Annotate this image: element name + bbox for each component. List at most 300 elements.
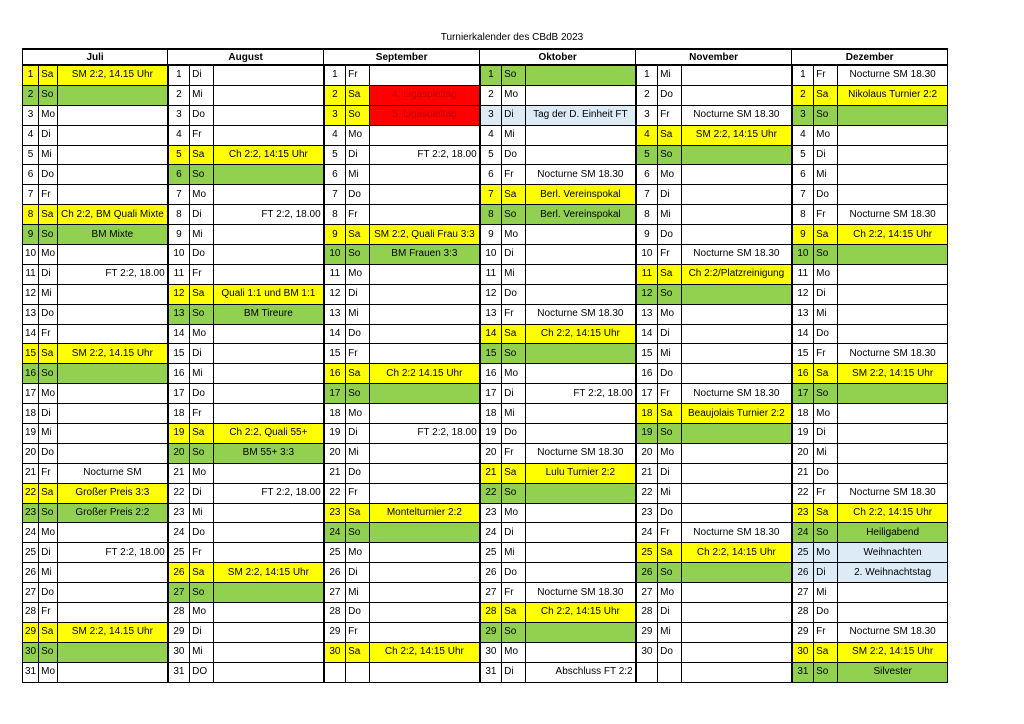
day-number: 15	[636, 344, 658, 364]
event-cell: Ch 2:2, 14:15 Uhr	[370, 642, 480, 662]
event-cell	[838, 245, 948, 265]
day-number: 17	[168, 384, 190, 404]
day-number: 15	[23, 344, 39, 364]
day-number: 7	[792, 185, 814, 205]
event-cell: Großer Preis 3:3	[58, 483, 168, 503]
weekday: Sa	[190, 145, 214, 165]
weekday: Fr	[658, 523, 682, 543]
event-cell	[838, 264, 948, 284]
event-cell	[370, 65, 480, 85]
day-number: 4	[168, 125, 190, 145]
weekday: Mi	[658, 65, 682, 85]
event-cell	[682, 65, 792, 85]
event-cell	[526, 364, 636, 384]
weekday: Sa	[190, 563, 214, 583]
event-cell	[58, 105, 168, 125]
weekday: Do	[346, 463, 370, 483]
weekday: So	[39, 85, 58, 105]
event-cell: SM 2:2, 14:15 Uhr	[838, 364, 948, 384]
event-cell	[58, 443, 168, 463]
event-cell	[58, 304, 168, 324]
day-number: 4	[23, 125, 39, 145]
calendar-row	[23, 165, 948, 185]
weekday: Mo	[814, 404, 838, 424]
weekday: Di	[39, 264, 58, 284]
weekday: Fr	[658, 105, 682, 125]
day-number: 16	[324, 364, 346, 384]
day-number: 27	[636, 583, 658, 603]
weekday: Di	[346, 424, 370, 444]
day-number	[636, 662, 658, 682]
event-cell	[526, 284, 636, 304]
weekday: Do	[502, 284, 526, 304]
day-number: 6	[792, 165, 814, 185]
day-number: 1	[324, 65, 346, 85]
weekday: Mi	[658, 622, 682, 642]
event-cell	[214, 603, 324, 623]
day-number: 22	[636, 483, 658, 503]
weekday: Do	[39, 583, 58, 603]
day-number: 10	[636, 245, 658, 265]
day-number: 9	[792, 225, 814, 245]
event-cell	[682, 642, 792, 662]
event-cell	[214, 85, 324, 105]
day-number: 2	[168, 85, 190, 105]
event-cell: SM 2:2, 14.15 Uhr	[58, 622, 168, 642]
day-number: 25	[23, 543, 39, 563]
weekday: Do	[190, 105, 214, 125]
event-cell	[370, 344, 480, 364]
event-cell	[58, 85, 168, 105]
event-cell: SM 2:2, Quali Frau 3:3	[370, 225, 480, 245]
day-number: 29	[636, 622, 658, 642]
weekday: Sa	[346, 503, 370, 523]
day-number: 9	[324, 225, 346, 245]
calendar-row	[23, 145, 948, 165]
calendar-row	[23, 344, 948, 364]
day-number: 1	[636, 65, 658, 85]
event-cell	[214, 185, 324, 205]
month-header-3: Oktober	[480, 49, 636, 65]
event-cell: 2. Weihnachtstag	[838, 563, 948, 583]
weekday: Mi	[190, 85, 214, 105]
weekday: Sa	[658, 125, 682, 145]
event-cell	[370, 304, 480, 324]
event-cell	[682, 165, 792, 185]
day-number: 13	[168, 304, 190, 324]
event-cell: BM Tireure	[214, 304, 324, 324]
day-number: 17	[23, 384, 39, 404]
day-number: 4	[636, 125, 658, 145]
day-number: 13	[792, 304, 814, 324]
weekday: Mo	[346, 404, 370, 424]
day-number: 11	[480, 264, 502, 284]
day-number: 29	[480, 622, 502, 642]
weekday: Mo	[190, 324, 214, 344]
weekday: Mi	[814, 443, 838, 463]
calendar-row	[23, 424, 948, 444]
event-cell	[58, 384, 168, 404]
weekday: Fr	[190, 543, 214, 563]
month-header-row	[23, 49, 948, 65]
weekday: Do	[39, 304, 58, 324]
event-cell	[526, 125, 636, 145]
weekday: Mo	[502, 364, 526, 384]
day-number: 2	[23, 85, 39, 105]
day-number: 5	[792, 145, 814, 165]
weekday: Di	[39, 543, 58, 563]
day-number: 30	[636, 642, 658, 662]
event-cell	[214, 622, 324, 642]
calendar-row	[23, 185, 948, 205]
weekday: Sa	[39, 65, 58, 85]
event-cell	[214, 264, 324, 284]
event-cell	[370, 583, 480, 603]
weekday: So	[190, 165, 214, 185]
weekday: So	[658, 563, 682, 583]
event-cell: FT 2:2, 18.00	[214, 205, 324, 225]
calendar-row	[23, 622, 948, 642]
weekday: So	[39, 642, 58, 662]
event-cell	[682, 583, 792, 603]
day-number: 25	[636, 543, 658, 563]
day-number: 21	[23, 463, 39, 483]
day-number: 8	[792, 205, 814, 225]
event-cell: Nocturne SM 18.30	[526, 583, 636, 603]
event-cell	[838, 424, 948, 444]
event-cell: Silvester	[838, 662, 948, 682]
weekday: Do	[814, 185, 838, 205]
weekday: Mi	[346, 165, 370, 185]
weekday: So	[346, 105, 370, 125]
month-header-5: Dezember	[792, 49, 948, 65]
weekday: Sa	[39, 344, 58, 364]
day-number: 11	[792, 264, 814, 284]
day-number: 27	[480, 583, 502, 603]
event-cell	[58, 424, 168, 444]
weekday: So	[190, 583, 214, 603]
event-cell	[682, 443, 792, 463]
weekday: Sa	[502, 603, 526, 623]
day-number: 24	[792, 523, 814, 543]
weekday: Mi	[658, 344, 682, 364]
day-number: 11	[636, 264, 658, 284]
weekday: Mi	[39, 284, 58, 304]
event-cell	[682, 185, 792, 205]
weekday: Do	[814, 603, 838, 623]
weekday: Sa	[502, 324, 526, 344]
event-cell: 5. Ligaspieltag	[370, 105, 480, 125]
event-cell	[838, 185, 948, 205]
day-number: 10	[168, 245, 190, 265]
weekday: So	[658, 145, 682, 165]
event-cell	[214, 344, 324, 364]
weekday: Do	[658, 225, 682, 245]
event-cell	[838, 304, 948, 324]
day-number: 16	[23, 364, 39, 384]
event-cell	[526, 404, 636, 424]
event-cell	[838, 583, 948, 603]
weekday: Fr	[658, 245, 682, 265]
weekday: Do	[502, 145, 526, 165]
event-cell: Nocturne SM 18.30	[682, 523, 792, 543]
day-number: 26	[168, 563, 190, 583]
weekday: Di	[658, 185, 682, 205]
day-number: 2	[324, 85, 346, 105]
event-cell	[682, 344, 792, 364]
event-cell: Ch 2:2, 14:15 Uhr	[526, 603, 636, 623]
event-cell	[682, 364, 792, 384]
day-number: 9	[23, 225, 39, 245]
event-cell	[58, 404, 168, 424]
weekday: Di	[190, 622, 214, 642]
weekday: So	[814, 662, 838, 682]
day-number: 5	[636, 145, 658, 165]
event-cell	[370, 563, 480, 583]
weekday: So	[39, 364, 58, 384]
day-number: 19	[792, 424, 814, 444]
day-number: 26	[324, 563, 346, 583]
weekday: Mi	[39, 563, 58, 583]
day-number: 6	[480, 165, 502, 185]
event-cell: Ch 2:2/Platzreinigung	[682, 264, 792, 284]
event-cell	[838, 125, 948, 145]
day-number: 26	[480, 563, 502, 583]
weekday: Do	[658, 364, 682, 384]
weekday: So	[346, 523, 370, 543]
weekday: Di	[190, 483, 214, 503]
day-number: 21	[792, 463, 814, 483]
weekday: DO	[190, 662, 214, 682]
event-cell	[526, 642, 636, 662]
day-number: 12	[324, 284, 346, 304]
day-number: 20	[792, 443, 814, 463]
day-number: 7	[23, 185, 39, 205]
day-number: 24	[168, 523, 190, 543]
day-number: 9	[636, 225, 658, 245]
event-cell: Nocturne SM 18.30	[526, 443, 636, 463]
day-number: 14	[480, 324, 502, 344]
event-cell	[214, 245, 324, 265]
weekday: Mo	[190, 603, 214, 623]
event-cell	[214, 165, 324, 185]
day-number: 22	[792, 483, 814, 503]
day-number: 11	[324, 264, 346, 284]
event-cell	[370, 284, 480, 304]
month-header-0: Juli	[23, 49, 168, 65]
weekday: Mi	[39, 145, 58, 165]
day-number: 1	[23, 65, 39, 85]
calendar-row	[23, 483, 948, 503]
event-cell: Ch 2:2, 14:15 Uhr	[682, 543, 792, 563]
weekday: Mo	[502, 503, 526, 523]
day-number: 8	[168, 205, 190, 225]
day-number: 15	[480, 344, 502, 364]
event-cell	[214, 404, 324, 424]
day-number: 23	[792, 503, 814, 523]
day-number: 16	[480, 364, 502, 384]
day-number: 15	[168, 344, 190, 364]
day-number: 21	[168, 463, 190, 483]
day-number: 3	[792, 105, 814, 125]
weekday: Do	[658, 642, 682, 662]
day-number: 18	[23, 404, 39, 424]
weekday: Mo	[502, 225, 526, 245]
day-number: 30	[168, 642, 190, 662]
calendar-row	[23, 264, 948, 284]
weekday: Di	[502, 662, 526, 682]
weekday: Sa	[502, 463, 526, 483]
day-number: 28	[168, 603, 190, 623]
calendar-row	[23, 603, 948, 623]
weekday: Do	[190, 384, 214, 404]
event-cell: Nocturne SM 18.30	[838, 344, 948, 364]
event-cell: Berl. Vereinspokal	[526, 205, 636, 225]
weekday: Mi	[190, 364, 214, 384]
day-number: 17	[324, 384, 346, 404]
calendar-row	[23, 463, 948, 483]
event-cell: Beaujolais Turnier 2:2	[682, 404, 792, 424]
calendar-row	[23, 324, 948, 344]
day-number: 16	[168, 364, 190, 384]
weekday: Fr	[502, 304, 526, 324]
event-cell	[58, 324, 168, 344]
event-cell: SM 2:2, 14.15 Uhr	[58, 65, 168, 85]
event-cell: Heiligabend	[838, 523, 948, 543]
event-cell	[58, 125, 168, 145]
weekday: Mo	[814, 264, 838, 284]
day-number: 17	[636, 384, 658, 404]
weekday: Do	[658, 85, 682, 105]
event-cell	[370, 125, 480, 145]
event-cell	[370, 205, 480, 225]
event-cell: FT 2:2, 18.00	[58, 543, 168, 563]
event-cell	[682, 205, 792, 225]
event-cell: FT 2:2, 18.00	[526, 384, 636, 404]
day-number: 21	[324, 463, 346, 483]
weekday: So	[502, 205, 526, 225]
event-cell: Nocturne SM 18.30	[682, 384, 792, 404]
event-cell	[370, 404, 480, 424]
event-cell	[370, 483, 480, 503]
event-cell	[58, 245, 168, 265]
event-cell	[370, 443, 480, 463]
weekday: Di	[814, 145, 838, 165]
event-cell	[370, 165, 480, 185]
weekday: Mo	[346, 264, 370, 284]
day-number: 22	[480, 483, 502, 503]
event-cell	[526, 145, 636, 165]
weekday: Di	[658, 463, 682, 483]
event-cell	[838, 145, 948, 165]
event-cell: Ch 2:2, 14:15 Uhr	[526, 324, 636, 344]
day-number: 5	[23, 145, 39, 165]
event-cell	[526, 264, 636, 284]
weekday: Mo	[814, 125, 838, 145]
day-number	[324, 662, 346, 682]
day-number: 2	[480, 85, 502, 105]
weekday: Mi	[814, 304, 838, 324]
weekday: Di	[502, 384, 526, 404]
weekday: Fr	[502, 443, 526, 463]
weekday: Sa	[346, 85, 370, 105]
event-cell	[838, 404, 948, 424]
event-cell	[214, 364, 324, 384]
event-cell: Nocturne SM 18.30	[682, 105, 792, 125]
weekday: Fr	[39, 185, 58, 205]
day-number: 7	[168, 185, 190, 205]
weekday: Mo	[39, 384, 58, 404]
weekday: Do	[190, 245, 214, 265]
calendar-row	[23, 125, 948, 145]
event-cell	[526, 543, 636, 563]
weekday: Do	[39, 165, 58, 185]
day-number: 12	[792, 284, 814, 304]
event-cell	[526, 503, 636, 523]
event-cell	[370, 185, 480, 205]
day-number: 8	[636, 205, 658, 225]
day-number: 17	[792, 384, 814, 404]
weekday: Fr	[346, 205, 370, 225]
event-cell	[526, 65, 636, 85]
event-cell: BM Mixte	[58, 225, 168, 245]
event-cell	[682, 463, 792, 483]
day-number: 27	[168, 583, 190, 603]
weekday: Mi	[658, 483, 682, 503]
weekday: Sa	[39, 205, 58, 225]
weekday: Sa	[190, 424, 214, 444]
event-cell	[526, 622, 636, 642]
calendar-row	[23, 384, 948, 404]
weekday: Mi	[190, 225, 214, 245]
weekday: Sa	[346, 364, 370, 384]
day-number: 25	[168, 543, 190, 563]
day-number: 5	[168, 145, 190, 165]
event-cell	[370, 622, 480, 642]
day-number: 5	[480, 145, 502, 165]
weekday: Sa	[814, 364, 838, 384]
day-number: 15	[324, 344, 346, 364]
weekday: Mo	[502, 85, 526, 105]
day-number: 25	[324, 543, 346, 563]
event-cell	[682, 603, 792, 623]
day-number: 23	[168, 503, 190, 523]
weekday: Mi	[39, 424, 58, 444]
day-number: 14	[168, 324, 190, 344]
day-number: 7	[636, 185, 658, 205]
event-cell	[214, 125, 324, 145]
calendar-row	[23, 583, 948, 603]
event-cell: Ch 2:2, Quali 55+	[214, 424, 324, 444]
calendar-row	[23, 503, 948, 523]
event-cell: Nikolaus Turnier 2:2	[838, 85, 948, 105]
day-number: 18	[324, 404, 346, 424]
weekday: Fr	[346, 622, 370, 642]
weekday: Fr	[39, 463, 58, 483]
weekday: Mo	[39, 245, 58, 265]
weekday: Fr	[346, 344, 370, 364]
calendar-row	[23, 85, 948, 105]
event-cell	[682, 85, 792, 105]
day-number: 10	[23, 245, 39, 265]
weekday: So	[190, 304, 214, 324]
event-cell: SM 2:2, 14:15 Uhr	[214, 563, 324, 583]
event-cell: BM Frauen 3:3	[370, 245, 480, 265]
weekday: Mo	[658, 304, 682, 324]
weekday: Fr	[39, 324, 58, 344]
weekday: Sa	[658, 264, 682, 284]
day-number: 9	[168, 225, 190, 245]
